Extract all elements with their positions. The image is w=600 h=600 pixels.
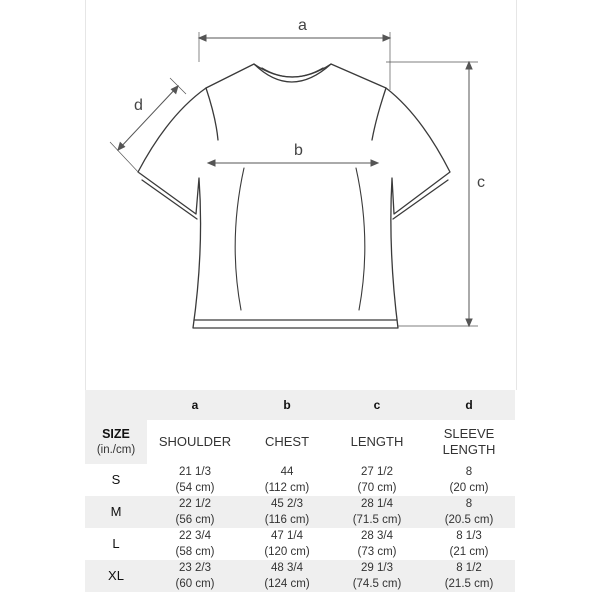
dim-d-line xyxy=(118,86,178,150)
dim-label-a: a xyxy=(298,17,307,34)
measurement-cell: 44 (112 cm) xyxy=(264,466,310,494)
size-cell: M xyxy=(85,496,147,528)
table-row xyxy=(85,464,515,496)
size-header-unit: (in./cm) xyxy=(96,444,136,456)
size-cell: XL xyxy=(85,560,147,592)
left-side-seam xyxy=(235,168,244,310)
column-header-chest: CHEST xyxy=(243,420,331,464)
measurement-cell: 21 1/3 (54 cm) xyxy=(175,466,215,494)
column-letter: a xyxy=(147,390,243,420)
left-raglan-seam xyxy=(206,88,218,140)
column-header-length: LENGTH xyxy=(331,420,423,464)
column-header-shoulder: SHOULDER xyxy=(147,420,243,464)
size-cell: L xyxy=(112,536,120,551)
column-letter-row xyxy=(85,390,515,420)
size-header-title: SIZE xyxy=(102,427,130,441)
size-chart-table xyxy=(85,390,515,592)
table-row xyxy=(85,496,515,528)
table-row xyxy=(85,560,515,592)
measurement-cell: 8 (20 cm) xyxy=(449,466,489,494)
measurement-cell: 48 3/4 (124 cm) xyxy=(243,560,331,592)
measurement-cell: 45 2/3 (116 cm) xyxy=(243,496,331,528)
tshirt-body-outline xyxy=(138,64,450,328)
measurement-cell: 28 1/4 (71.5 cm) xyxy=(331,496,423,528)
measurement-cell: 22 1/2 (56 cm) xyxy=(147,496,243,528)
column-letter: c xyxy=(331,390,423,420)
right-side-seam xyxy=(356,168,365,310)
measurement-cell: 8 1/3 (21 cm) xyxy=(449,530,489,558)
right-raglan-seam xyxy=(372,88,386,140)
dim-label-b: b xyxy=(294,142,303,159)
table-row xyxy=(85,528,515,560)
tshirt-outline xyxy=(86,0,516,390)
measurement-cell: 27 1/2 (70 cm) xyxy=(357,466,397,494)
column-letter: b xyxy=(243,390,331,420)
tshirt-diagram xyxy=(85,0,517,390)
measurement-cell: 29 1/3 (74.5 cm) xyxy=(331,560,423,592)
measurement-cell: 8 1/2 (21.5 cm) xyxy=(423,560,515,592)
right-sleeve-hem xyxy=(393,180,448,219)
column-letter: d xyxy=(423,390,515,420)
dim-label-d: d xyxy=(134,97,143,114)
column-header-sleeve-length: SLEEVE LENGTH xyxy=(423,420,515,464)
measurement-cell: 23 2/3 (60 cm) xyxy=(147,560,243,592)
measurement-cell: 22 3/4 (58 cm) xyxy=(175,530,215,558)
column-header-row xyxy=(85,420,515,464)
measurement-cell: 47 1/4 (120 cm) xyxy=(264,530,310,558)
measurement-cell: 8 (20.5 cm) xyxy=(423,496,515,528)
size-cell: S xyxy=(111,472,121,487)
left-sleeve-hem xyxy=(142,180,197,219)
measurement-cell: 28 3/4 (73 cm) xyxy=(357,530,397,558)
dim-label-c: c xyxy=(477,174,485,191)
size-column-header xyxy=(85,420,147,464)
